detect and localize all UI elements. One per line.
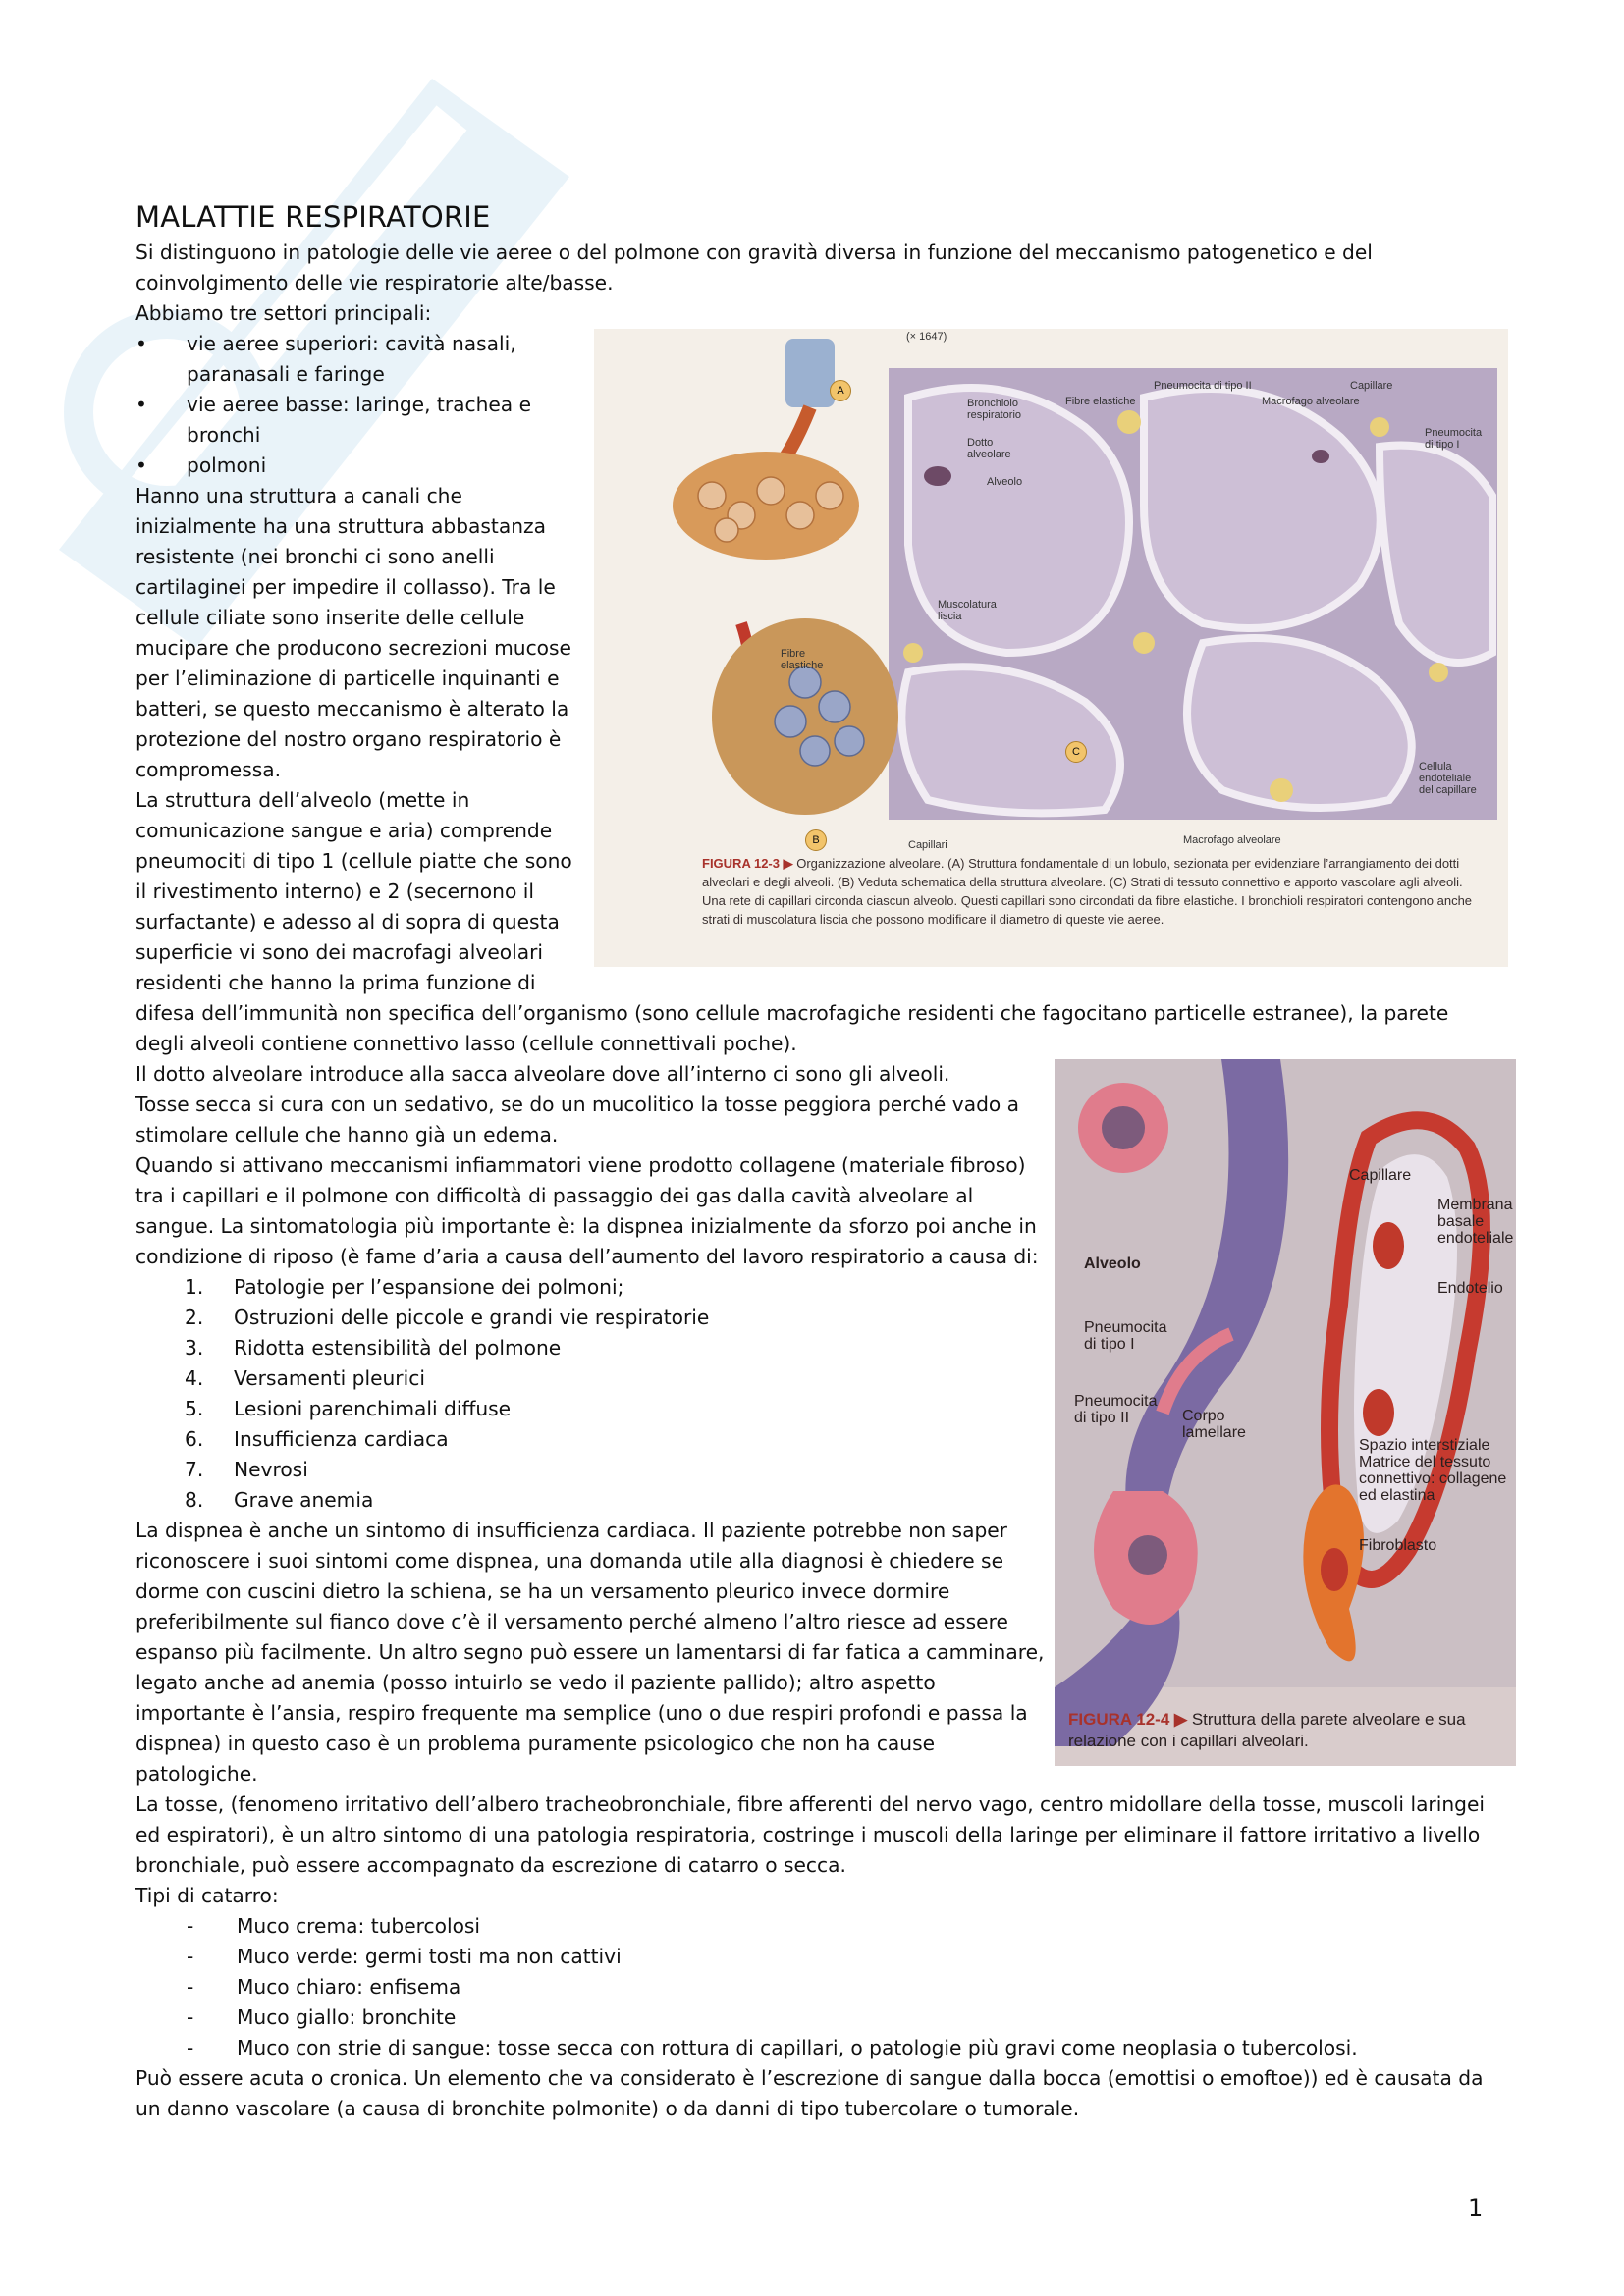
label-muscolatura: Muscolatura liscia xyxy=(938,599,997,622)
list-item: - Muco verde: germi tosti ma non cattivi xyxy=(135,1942,1487,1972)
paragraph-struttura: Hanno una struttura a canali che inizialmente ha una struttura abbastanza resistente (nei bronchi ci sono anelli cartilaginei per impedire il collasso). Tra le cellule ciliate sono inserite delle cellule mucipare che producono secrezioni mucose per l’eliminazione di particelle inquinanti e batteri, se questo meccanismo è alterato la protezione del nostro organo respiratorio è compromessa. xyxy=(135,484,571,781)
fig2-label-alveolo: Alveolo xyxy=(1084,1255,1141,1272)
sectors-list xyxy=(135,329,1487,481)
list-item: - Muco chiaro: enfisema xyxy=(135,1972,1487,2002)
label-fibre: Fibre elastiche xyxy=(781,648,824,671)
list-number: 5. xyxy=(185,1397,204,1420)
list-item xyxy=(135,1485,1487,1516)
list-number: 6. xyxy=(185,1427,204,1451)
sectors-intro: Abbiamo tre settori principali: xyxy=(135,301,432,325)
label-macrofago-bottom: Macrofago alveolare xyxy=(1183,834,1281,846)
figure-tag-c: C xyxy=(1065,741,1087,763)
list-item: - Muco giallo: bronchite xyxy=(135,2002,1487,2033)
catarro-list xyxy=(135,1911,1487,2063)
list-item xyxy=(135,1272,1487,1303)
figure-tag-b: B xyxy=(805,829,827,851)
page-number: 1 xyxy=(1468,2194,1484,2221)
paragraph-alveolo: La struttura dell’alveolo (mette in comunicazione sangue e aria) comprende pneumociti di tipo 1 (cellule piatte che sono il rivestimento interno) e 2 (secernono il surfactante) e adesso al di sopra di questa superficie vi sono dei macrofagi alveolari residenti che hanno la prima funzione di difesa dell’immunità non specifica dell’organismo (sono cellule macrofagiche residenti che fagocitano particelle estranee), la parete degli alveoli contiene connettivo lasso (cellule connettivali poche). xyxy=(135,788,1449,1055)
fig2-label-pneumocita-1: Pneumocita di tipo I xyxy=(1084,1319,1167,1353)
label-capillari: Capillari xyxy=(908,839,947,851)
page-title: MALATTIE RESPIRATORIE xyxy=(135,200,491,234)
list-item xyxy=(135,1333,1487,1363)
label-pneumocita-2: Pneumocita di tipo II xyxy=(1154,380,1252,392)
list-text: Ridotta estensibilità del polmone xyxy=(234,1336,562,1360)
paragraph-tosse-secca: Tosse secca si cura con un sedativo, se do un mucolitico la tosse peggiora perché vado a stimolare cellule che hanno già un edema. xyxy=(135,1093,1020,1147)
list-number: 3. xyxy=(185,1336,204,1360)
paragraph-dotto: Il dotto alveolare introduce alla sacca alveolare dove all’interno ci sono gli alveoli. xyxy=(135,1062,950,1086)
intro-paragraph: Si distinguono in patologie delle vie aeree o del polmone con gravità diversa in funzione del meccanismo patogenetico e del coinvolgimento delle vie respiratorie alte/basse. xyxy=(135,240,1373,294)
figure-scale-label: (× 1647) xyxy=(906,331,947,343)
causes-list xyxy=(135,1272,1487,1516)
list-item: • vie aeree superiori: cavità nasali, paranasali e faringe xyxy=(135,329,1487,390)
list-text: Versamenti pleurici xyxy=(234,1366,425,1390)
figure-caption xyxy=(702,854,1488,929)
label-fibre-elastiche: Fibre elastiche xyxy=(1065,396,1136,407)
list-item xyxy=(135,1363,1487,1394)
figure2-caption xyxy=(1068,1709,1500,1752)
figure2-caption-text: Struttura della parete alveolare e sua relazione con i capillari alveolari. xyxy=(1068,1710,1466,1750)
label-cellula-endoteliale: Cellula endoteliale del capillare xyxy=(1419,761,1477,796)
figure-tag-a: A xyxy=(830,380,851,401)
paragraph-final: Può essere acuta o cronica. Un elemento che va considerato è l’escrezione di sangue dalla bocca (emottisi o emoftoe)) ed è causata da un danno vascolare (a causa di bronchite polmonite) o da danni di tipo tubercolare o tumorale. xyxy=(135,2066,1484,2120)
list-item: - Muco crema: tubercolosi xyxy=(135,1911,1487,1942)
list-number: 8. xyxy=(185,1488,204,1512)
list-text: Ostruzioni delle piccole e grandi vie respiratorie xyxy=(234,1306,710,1329)
list-text: Nevrosi xyxy=(234,1458,308,1481)
list-item xyxy=(135,1455,1487,1485)
list-text: Lesioni parenchimali diffuse xyxy=(234,1397,512,1420)
figure-number: FIGURA 12-3 ▶ xyxy=(702,856,793,871)
list-number: 2. xyxy=(185,1306,204,1329)
paragraph-tosse: La tosse, (fenomeno irritativo dell’albero tracheobronchiale, fibre afferenti del nervo vago, centro midollare della tosse, muscoli laringei ed espiratori), è un altro sintomo di una patologia respiratoria, costringe i muscoli della laringe per eliminare il fattore irritativo a livello bronchiale, può essere accompagnato da escrezione di catarro o secca. xyxy=(135,1792,1485,1877)
label-dotto: Dotto alveolare xyxy=(967,437,1011,460)
figure2-number: FIGURA 12-4 ▶ xyxy=(1068,1710,1188,1729)
list-text: Insufficienza cardiaca xyxy=(234,1427,449,1451)
label-bronchiolo: Bronchiolo respiratorio xyxy=(967,398,1022,421)
list-text: Grave anemia xyxy=(234,1488,374,1512)
list-item xyxy=(135,1303,1487,1333)
paragraph-infiammatori: Quando si attivano meccanismi infiammatori viene prodotto collagene (materiale fibroso) tra i capillari e il polmone con difficoltà di passaggio dei gas dalla cavità alveolare al sangue. La sintomatologia più importante è: la dispnea inizialmente da sforzo poi anche in condizione di riposo (è fame d’aria a causa dell’aumento del lavoro respiratorio a causa di: xyxy=(135,1153,1039,1268)
fig2-label-spazio: Spazio interstiziale Matrice del tessuto connettivo: collagene ed elastina xyxy=(1359,1437,1507,1504)
fig2-label-fibroblasto: Fibroblasto xyxy=(1359,1537,1437,1554)
fig2-label-corpo: Corpo lamellare xyxy=(1182,1408,1246,1441)
label-pneumocita-1: Pneumocita di tipo I xyxy=(1425,427,1483,451)
list-number: 7. xyxy=(185,1458,204,1481)
list-item: • vie aeree basse: laringe, trachea e bronchi xyxy=(135,390,1487,451)
fig2-label-membrana: Membrana basale endoteliale xyxy=(1437,1197,1514,1247)
fig2-label-endotelio: Endotelio xyxy=(1437,1280,1503,1297)
catarro-intro: Tipi di catarro: xyxy=(135,1884,279,1907)
label-macrofago: Macrofago alveolare xyxy=(1262,396,1360,407)
list-item: - Muco con strie di sangue: tosse secca con rottura di capillari, o patologie più gravi come neoplasia o tubercolosi. xyxy=(135,2033,1487,2063)
list-item: • polmoni xyxy=(135,451,1487,481)
paragraph-dispnea: La dispnea è anche un sintomo di insufficienza cardiaca. Il paziente potrebbe non saper riconoscere i suoi sintomi come dispnea, una domanda utile alla diagnosi è chiedere se dorme con cuscini dietro la schiena, se ha un versamento pleurico invece dormire preferibilmente sul fianco dove c’è il versamento perché almeno l’altro riesce ad essere espanso più facilmente. Un altro segno può essere un lamentarsi di far fatica a camminare, legato anche ad anemia (posso intuirlo se vedo il paziente pallido); altro aspetto importante è l’ansia, respiro frequente ma semplice (uno o due respiri profondi e passa la dispnea) in questo caso è un problema puramente psicologico che non ha cause patologiche. xyxy=(135,1519,1045,1786)
label-capillare: Capillare xyxy=(1350,380,1393,392)
list-number: 1. xyxy=(185,1275,204,1299)
list-item xyxy=(135,1424,1487,1455)
list-number: 4. xyxy=(185,1366,204,1390)
fig2-label-pneumocita-2: Pneumocita di tipo II xyxy=(1074,1393,1158,1426)
label-alveolo: Alveolo xyxy=(987,476,1023,488)
document-page xyxy=(135,198,1514,2124)
list-text: Patologie per l’espansione dei polmoni; xyxy=(234,1275,624,1299)
figure-caption-text: Organizzazione alveolare. (A) Struttura fondamentale di un lobulo, sezionata per evidenziare l’arrangiamento dei dotti alveolari e degli alveoli. (B) Veduta schematica della struttura alveolare. (C) Strati di tessuto connettivo e apporto vascolare agli alveoli. Una rete di capillari circonda ciascun alveolo. Questi capillari sono circondati da fibre elastiche. I bronchioli respiratori contengono anche strati di muscolatura liscia che possono modificare il diametro di queste vie aeree. xyxy=(702,856,1473,927)
fig2-label-capillare: Capillare xyxy=(1349,1167,1412,1184)
list-item xyxy=(135,1394,1487,1424)
